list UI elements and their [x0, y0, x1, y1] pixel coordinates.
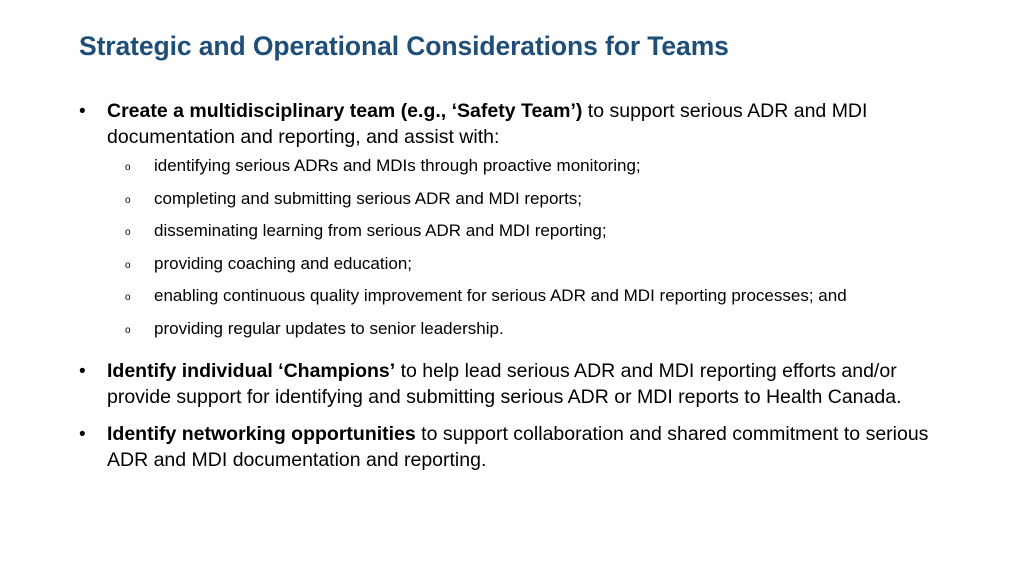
sub-item-text: completing and submitting serious ADR and MDI reports; [154, 188, 583, 208]
slide-content [79, 99, 959, 473]
bullet-icon: • [79, 101, 86, 122]
bullet-3-text: to support collaboration and shared commitment to serious ADR and MDI documentation and reporting. [107, 423, 929, 471]
sub-bullet-icon: o [125, 259, 131, 271]
sub-item [79, 156, 959, 189]
sub-item [79, 319, 959, 352]
sub-item [79, 221, 959, 254]
sub-item-text: identifying serious ADRs and MDIs through proactive monitoring; [154, 156, 641, 175]
sub-item-text: enabling continuous quality improvement for serious ADR and MDI reporting processes; and [154, 286, 847, 305]
bullet-2 [79, 359, 959, 410]
sub-item-text: disseminating learning from serious ADR and MDI reporting; [154, 221, 607, 240]
sub-bullet-icon: o [125, 292, 131, 303]
sub-item [79, 189, 959, 222]
sub-bullet-icon: o [125, 162, 131, 173]
sub-item [79, 286, 959, 319]
sub-bullet-icon: o [125, 324, 131, 336]
sub-bullet-icon: o [125, 194, 131, 206]
sub-list [79, 156, 959, 351]
sub-bullet-icon: o [125, 227, 131, 238]
bullet-1 [79, 99, 959, 150]
bullet-1-text: to support serious ADR and MDI documentation and reporting, and assist with: [107, 100, 868, 148]
spacer [79, 410, 959, 422]
sub-item [79, 254, 959, 287]
bullet-icon: • [79, 361, 86, 382]
bullet-2-bold: Identify individual ‘Champions’ [107, 360, 396, 382]
bullet-icon: • [79, 424, 86, 445]
bullet-3 [79, 422, 959, 473]
bullet-2-text: to help lead serious ADR and MDI reporting efforts and/or provide support for identifying and submitting serious ADR or MDI reports to Health Canada. [107, 360, 902, 408]
bullet-3-bold: Identify networking opportunities [107, 423, 416, 445]
slide-title: Strategic and Operational Considerations for Teams [79, 31, 729, 61]
sub-item-text: providing coaching and education; [154, 253, 413, 273]
bullet-1-bold: Create a multidisciplinary team (e.g., ‘Safety Team’) [107, 100, 583, 122]
sub-item-text: providing regular updates to senior leadership. [154, 318, 504, 338]
